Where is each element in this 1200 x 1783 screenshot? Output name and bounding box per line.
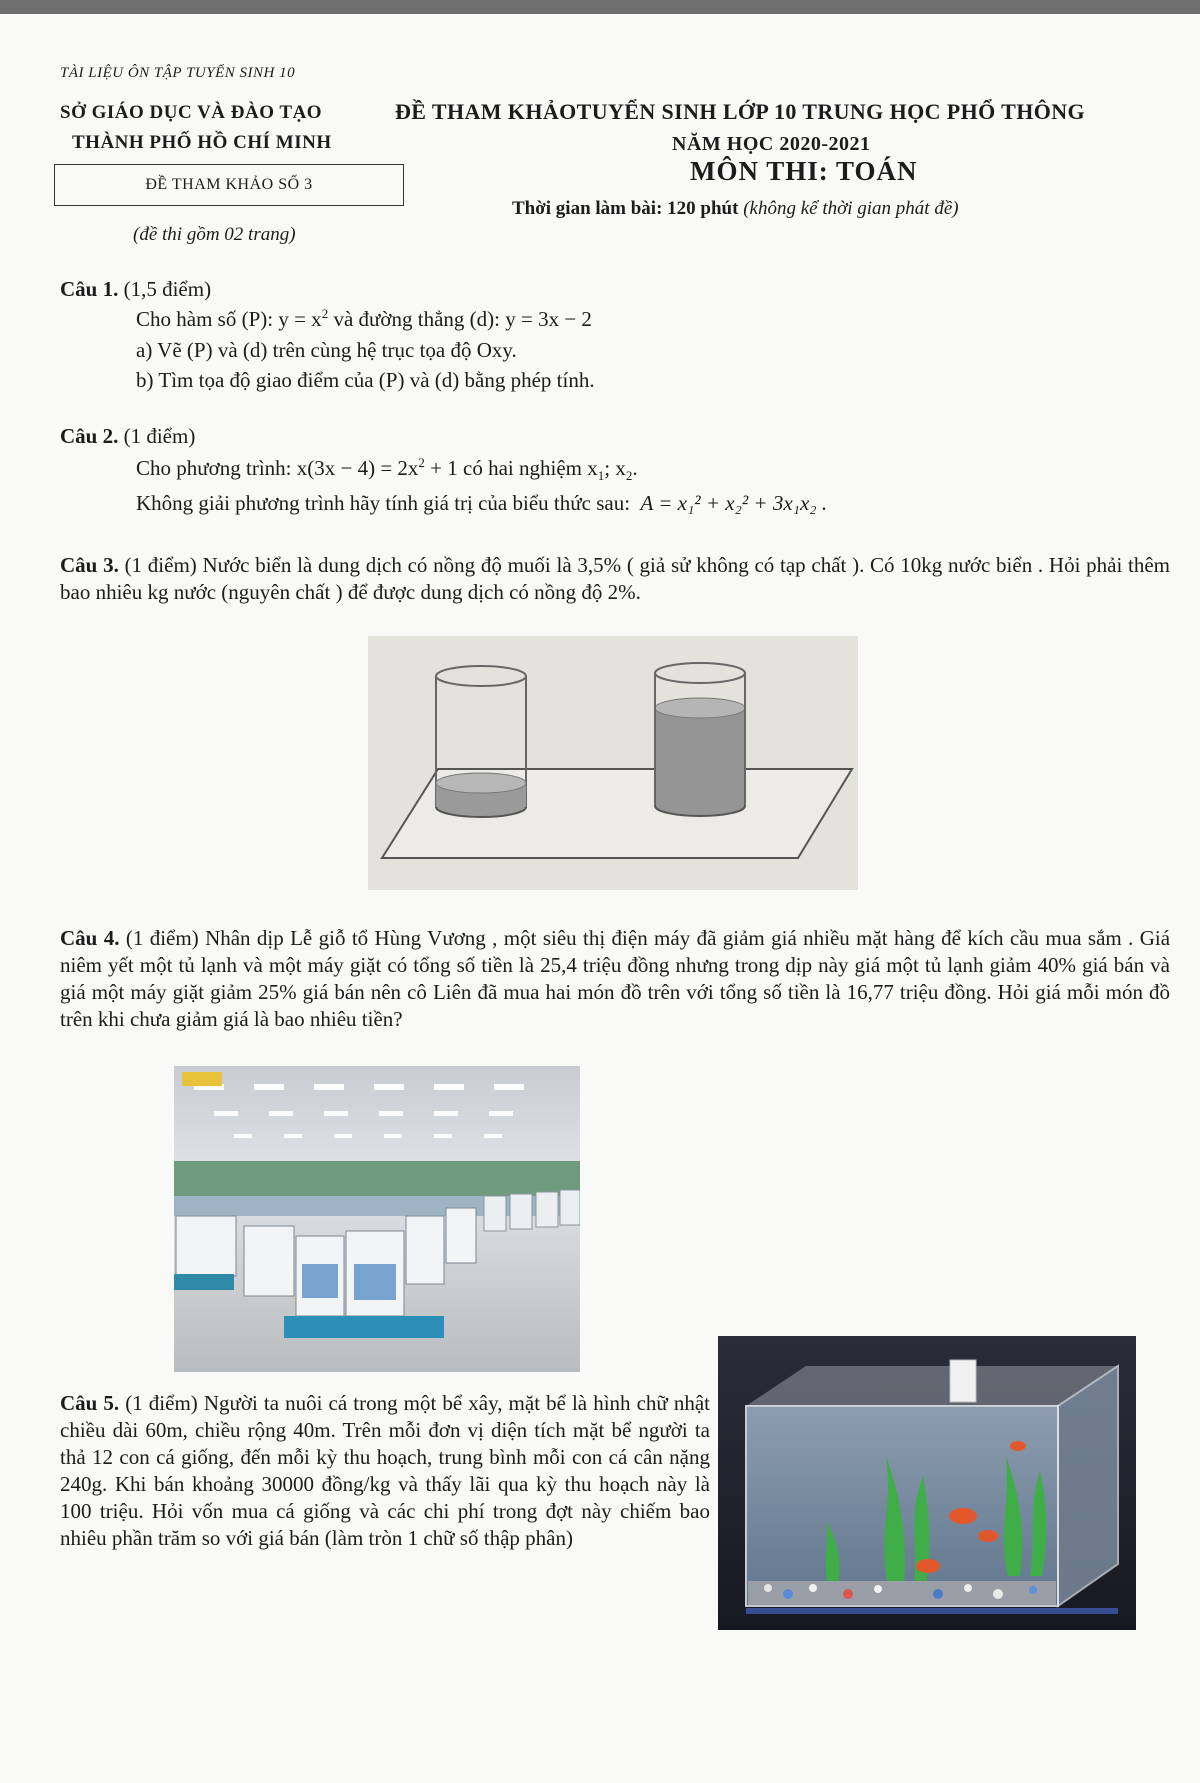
q1-part-b: b) Tìm tọa độ giao điểm của (P) và (d) bằng phép tính. [136,368,595,392]
q2-task: Không giải phương trình hãy tính giá trị của biểu thức sau: [136,491,631,515]
exam-subject: MÔN THI: TOÁN [690,156,918,186]
time-limit [512,196,959,222]
pages-note: (đề thi gồm 02 trang) [133,224,296,245]
q2-eq-sub1: 1 [597,468,605,484]
q2-eq-sub2: 2 [625,468,633,484]
q2-expression: A = x₁² + x₂² + 3x₁x₂ . [640,491,828,515]
q3-paragraph [60,552,1170,606]
q2-eq-b: + 1 có hai nghiệm x [424,456,598,480]
q3-title: Câu 3. [60,553,119,577]
series-label: TÀI LIỆU ÔN TẬP TUYỂN SINH 10 [60,65,296,81]
q2-task-line [136,490,827,516]
q1-intro-exponent: 2 [321,306,329,321]
store-illustration [174,1066,580,1372]
q1-points: (1,5 điểm) [123,277,212,301]
q1-intro-text: Cho hàm số (P): y = x [136,307,322,331]
department-line-2: THÀNH PHỐ HỒ CHÍ MINH [72,132,332,153]
q1-heading [60,276,211,302]
exam-code: ĐỀ THAM KHẢO SỐ 3 [145,176,313,193]
store-photo [174,1066,580,1372]
q3-points: (1 điểm) [124,553,197,577]
q4-points: (1 điểm) [125,926,199,950]
q2-eq-exp: 2 [418,455,425,470]
school-year: NĂM HỌC 2020-2021 [672,133,871,155]
q2-heading [60,423,195,449]
aquarium-photo [718,1336,1136,1630]
q2-eq-c: ; x [604,456,626,480]
q1-part-a: a) Vẽ (P) và (d) trên cùng hệ trục tọa độ Oxy. [136,338,517,362]
q5-points: (1 điểm) [125,1391,198,1415]
glasses-illustration [368,636,858,890]
q2-equation-line [136,455,638,484]
q2-eq-a: Cho phương trình: x(3x − 4) = 2x [136,456,419,480]
q2-points: (1 điểm) [123,424,196,448]
q4-text: Nhân dịp Lễ giỗ tổ Hùng Vương , một siêu thị điện máy đã giảm giá nhiều mặt hàng để kích cầu mua sắm . Giá niêm yết một tủ lạnh và một máy giặt có tổng số tiền là 25,4 triệu đồng nhưng trong dịp này giá một tủ lạnh giảm 40% giá bán và giá một máy giặt giảm 25% giá bán nên cô Liên đã mua hai món đồ trên với tổng số tiền là 16,77 triệu đồng. Hỏi giá mỗi món đồ trên khi chưa giảm giá là bao nhiêu tiền? [60,926,1171,1031]
department-line-1: SỞ GIÁO DỤC VÀ ĐÀO TẠO [60,102,323,123]
q1-intro [136,306,592,332]
q2-eq-d: . [632,456,638,480]
exam-title: ĐỀ THAM KHẢOTUYỂN SINH LỚP 10 TRUNG HỌC PHỔ THÔNG [395,99,1086,124]
glasses-figure [368,636,858,890]
q1-intro-line: và đường thẳng (d): y = 3x − 2 [328,307,592,331]
exam-code-box [54,164,404,206]
aquarium-illustration [718,1336,1136,1630]
time-limit-note: (không kể thời gian phát đề) [743,198,959,219]
q3-text: Nước biển là dung dịch có nồng độ muối là 3,5% ( giả sử không có tạp chất ). Có 10kg nước biển . Hỏi phải thêm bao nhiêu kg nước (nguyên chất ) để được dung dịch có nồng độ 2%. [60,553,1171,604]
time-limit-label: Thời gian làm bài: 120 phút [512,198,739,219]
q5-paragraph [60,1390,710,1552]
q5-title: Câu 5. [60,1391,120,1415]
q1-title: Câu 1. [60,277,119,301]
q4-paragraph [60,925,1170,1033]
q4-title: Câu 4. [60,926,120,950]
q2-title: Câu 2. [60,424,119,448]
q5-text: Người ta nuôi cá trong một bể xây, mặt bể là hình chữ nhật chiều dài 60m, chiều rộng 40m. Trên mỗi đơn vị diện tích mặt bể người ta thả 12 con cá giống, đến mỗi kỳ thu hoạch, trung bình mỗi con cá cân nặng 240g. Khi bán khoảng 30000 đồng/kg và thấy lãi qua kỳ thu hoạch này là 100 triệu. Hỏi vốn mua cá giống và các chi phí trong đợt này chiếm bao nhiêu phần trăm so với giá bán (làm tròn 1 chữ số thập phân) [60,1391,711,1550]
top-bar [0,0,1200,14]
